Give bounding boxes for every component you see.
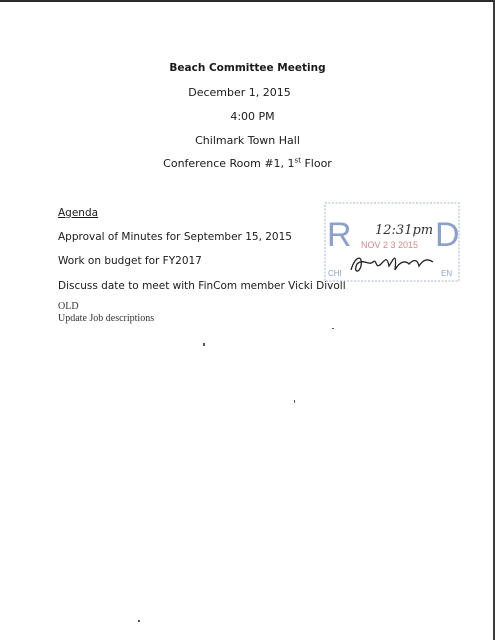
stamp-bottom-left: CHI bbox=[328, 269, 342, 278]
old-business-heading: OLD bbox=[58, 301, 79, 312]
stamp-handwritten-time: 12:31pm bbox=[375, 223, 434, 238]
meeting-room-tail: Floor bbox=[300, 157, 332, 170]
stamp-date: NOV 2 3 2015 bbox=[361, 240, 419, 250]
old-business-item: Update Job descriptions bbox=[58, 313, 155, 324]
signature-mark bbox=[351, 258, 433, 271]
scan-edge-top bbox=[0, 0, 495, 2]
scan-speck bbox=[138, 620, 140, 622]
agenda-heading: Agenda bbox=[58, 207, 99, 219]
agenda-item: Approval of Minutes for September 15, 2015 bbox=[58, 231, 292, 243]
meeting-place: Chilmark Town Hall bbox=[195, 134, 300, 147]
received-stamp bbox=[323, 200, 461, 284]
scan-speck bbox=[332, 328, 334, 329]
scan-speck bbox=[294, 400, 295, 403]
stamp-left-letter: R bbox=[327, 216, 352, 254]
meeting-room-main: Conference Room #1, 1 bbox=[163, 157, 295, 170]
agenda-item: Discuss date to meet with FinCom member Vicki Divoll bbox=[58, 280, 346, 292]
meeting-title: Beach Committee Meeting bbox=[169, 62, 326, 74]
stamp-right-letter: D bbox=[435, 216, 460, 254]
stamp-bottom-right: EN bbox=[441, 269, 453, 278]
meeting-room bbox=[0, 157, 495, 170]
scan-speck bbox=[203, 343, 205, 346]
meeting-room-ordinal: st bbox=[294, 156, 301, 165]
meeting-time: 4:00 PM bbox=[230, 110, 275, 123]
agenda-item: Work on budget for FY2017 bbox=[58, 255, 202, 267]
meeting-date: December 1, 2015 bbox=[188, 86, 291, 99]
